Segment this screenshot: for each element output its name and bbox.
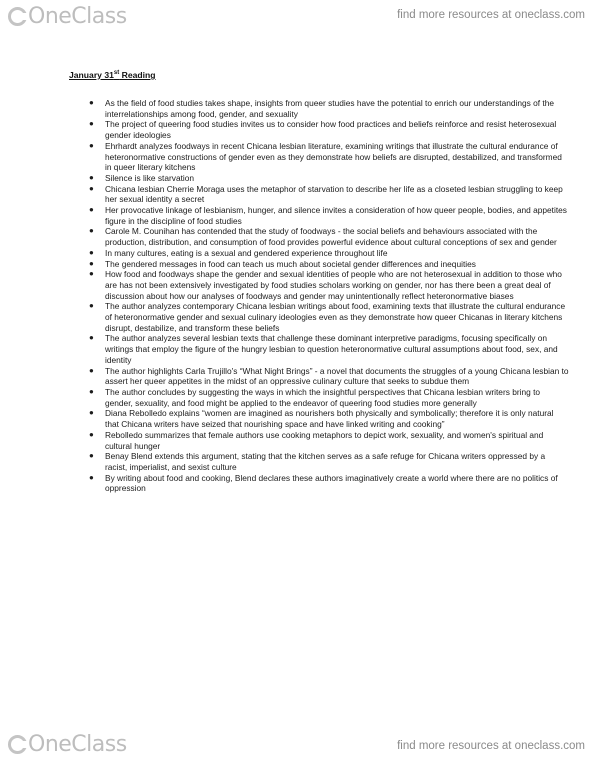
list-item-text: By writing about food and cooking, Blend declares these authors imaginatively create a world where there are no politics of oppression [105,472,558,494]
page-footer [0,728,595,768]
bullet-list [69,98,569,494]
bullet-icon: ● [89,408,94,418]
logo-text: OneClass [28,4,127,29]
logo-circle-icon [8,7,27,26]
bullet-icon: ● [89,172,94,182]
list-item-text: How food and foodways shape the gender and sexual identities of people who are not heterosexual in addition to those who are has not been extensively investigated by food studies scholars working on gender, nor has there been a great deal of discussion about how our analyses of foodways and gender may unintentionally reflect heteronormative biases [105,269,562,301]
list-item-text: The author highlights Carla Trujillo's “What Night Brings” - a novel that documents the struggles of a young Chicana lesbian to assert her queer appetites in the midst of an oppressive culinary culture that seeks to subdue them [105,365,569,387]
page-header [0,0,595,40]
bullet-icon: ● [89,98,94,107]
list-item [69,451,569,472]
bullet-icon: ● [89,247,94,257]
list-item [69,366,569,387]
list-item-text: Diana Rebolledo explains “women are imagined as nourishers both physically and symbolically; therefore it is only natural that Chicana writers have seized that nourishing space and have linked writing and cooking” [105,408,554,430]
bullet-icon: ● [89,119,94,129]
bullet-icon: ● [89,226,94,236]
list-item-text: Ehrhardt analyzes foodways in recent Chicana lesbian literature, examining writings that illustrate the cultural endurance of heteronormative constructions of gender even as they demonstrate how beliefs are disrupted, destabilized, and transformed in queer literary kitchens [105,140,562,173]
list-item [69,430,569,451]
bullet-icon: ● [89,258,94,268]
bullet-icon: ● [89,472,94,482]
list-item [69,387,569,408]
bullet-icon: ● [89,140,94,150]
footer-oneclass-logo[interactable] [8,732,127,757]
list-item [69,205,569,226]
list-item [69,259,569,270]
list-item-text: The author concludes by suggesting the ways in which the insightful perspectives that Chicana lesbian writers bring to gender, sexuality, and food might be applied to the endeavor of queering food studies more generally [105,386,541,408]
list-item [69,173,569,184]
list-item-text: The project of queering food studies invites us to consider how food practices and beliefs reinforce and resist heterosexual gender ideologies [105,119,557,141]
title-tail: Reading [119,70,156,80]
list-item-text: The gendered messages in food can teach us much about societal gender differences and inequities [105,258,476,269]
bullet-icon: ● [89,451,94,461]
list-item-text: In many cultures, eating is a sexual and gendered experience throughout life [105,247,388,258]
list-item [69,141,569,173]
list-item [69,184,569,205]
oneclass-logo[interactable] [8,4,127,29]
list-item [69,248,569,259]
list-item-text: The author analyzes contemporary Chicana lesbian writings about food, examining texts that illustrate the cultural endurance of heteronormative gender and sexual culinary ideologies even as they demonstrate how queer Chicanas in literary kitchens disrupt, destabilize, and transform these beliefs [105,301,566,333]
footer-logo-text: OneClass [28,732,127,757]
resources-link[interactable]: find more resources at oneclass.com [397,9,585,21]
bullet-icon: ● [89,333,94,343]
list-item-text: Carole M. Counihan has contended that the study of foodways - the social beliefs and behaviours associated with the production, distribution, and consumption of food provides powerful evidence about cultural conceptions of sex and gender [105,226,557,248]
list-item [69,333,569,365]
list-item-text: Rebolledo summarizes that female authors use cooking metaphors to depict work, sexuality, and women's spiritual and cultural hunger [105,429,544,451]
list-item-text: The author analyzes several lesbian texts that challenge these dominant interpretive paradigms, focusing specifically on writings that employ the figure of the hungry lesbian to question heteronormative cultural assumptions about food, sex, and identity [105,333,558,365]
list-item [69,408,569,429]
bullet-icon: ● [89,205,94,215]
footer-resources-link[interactable]: find more resources at oneclass.com [397,740,585,752]
list-item-text: As the field of food studies takes shape, insights from queer studies have the potential to enrich our understandings of the interrelationships among food, gender, and sexuality [105,98,554,119]
list-item [69,226,569,247]
bullet-icon: ● [89,429,94,439]
list-item [69,119,569,140]
list-item-text: Her provocative linkage of lesbianism, hunger, and silence invites a consideration of how queer people, bodies, and appetites figure in the discipline of food studies [105,205,567,226]
bullet-icon: ● [89,269,94,279]
list-item [69,269,569,301]
bullet-icon: ● [89,365,94,375]
title-main: January 31 [69,70,114,80]
list-item [69,301,569,333]
list-item [69,473,569,494]
list-item-text: Chicana lesbian Cherrie Moraga uses the metaphor of starvation to describe her life as a closeted lesbian struggling to keep her sexual identity a secret [105,183,563,205]
bullet-icon: ● [89,386,94,396]
page-title [69,70,569,80]
document-body [69,70,569,494]
list-item [69,98,569,119]
list-item-text: Benay Blend extends this argument, stating that the kitchen serves as a safe refuge for Chicana writers oppressed by a racist, imperialist, and sexist culture [105,451,546,472]
footer-logo-circle-icon [8,735,27,754]
title-superscript: st [113,70,120,77]
list-item-text: Silence is like starvation [105,172,195,183]
bullet-icon: ● [89,301,94,311]
bullet-icon: ● [89,183,94,193]
